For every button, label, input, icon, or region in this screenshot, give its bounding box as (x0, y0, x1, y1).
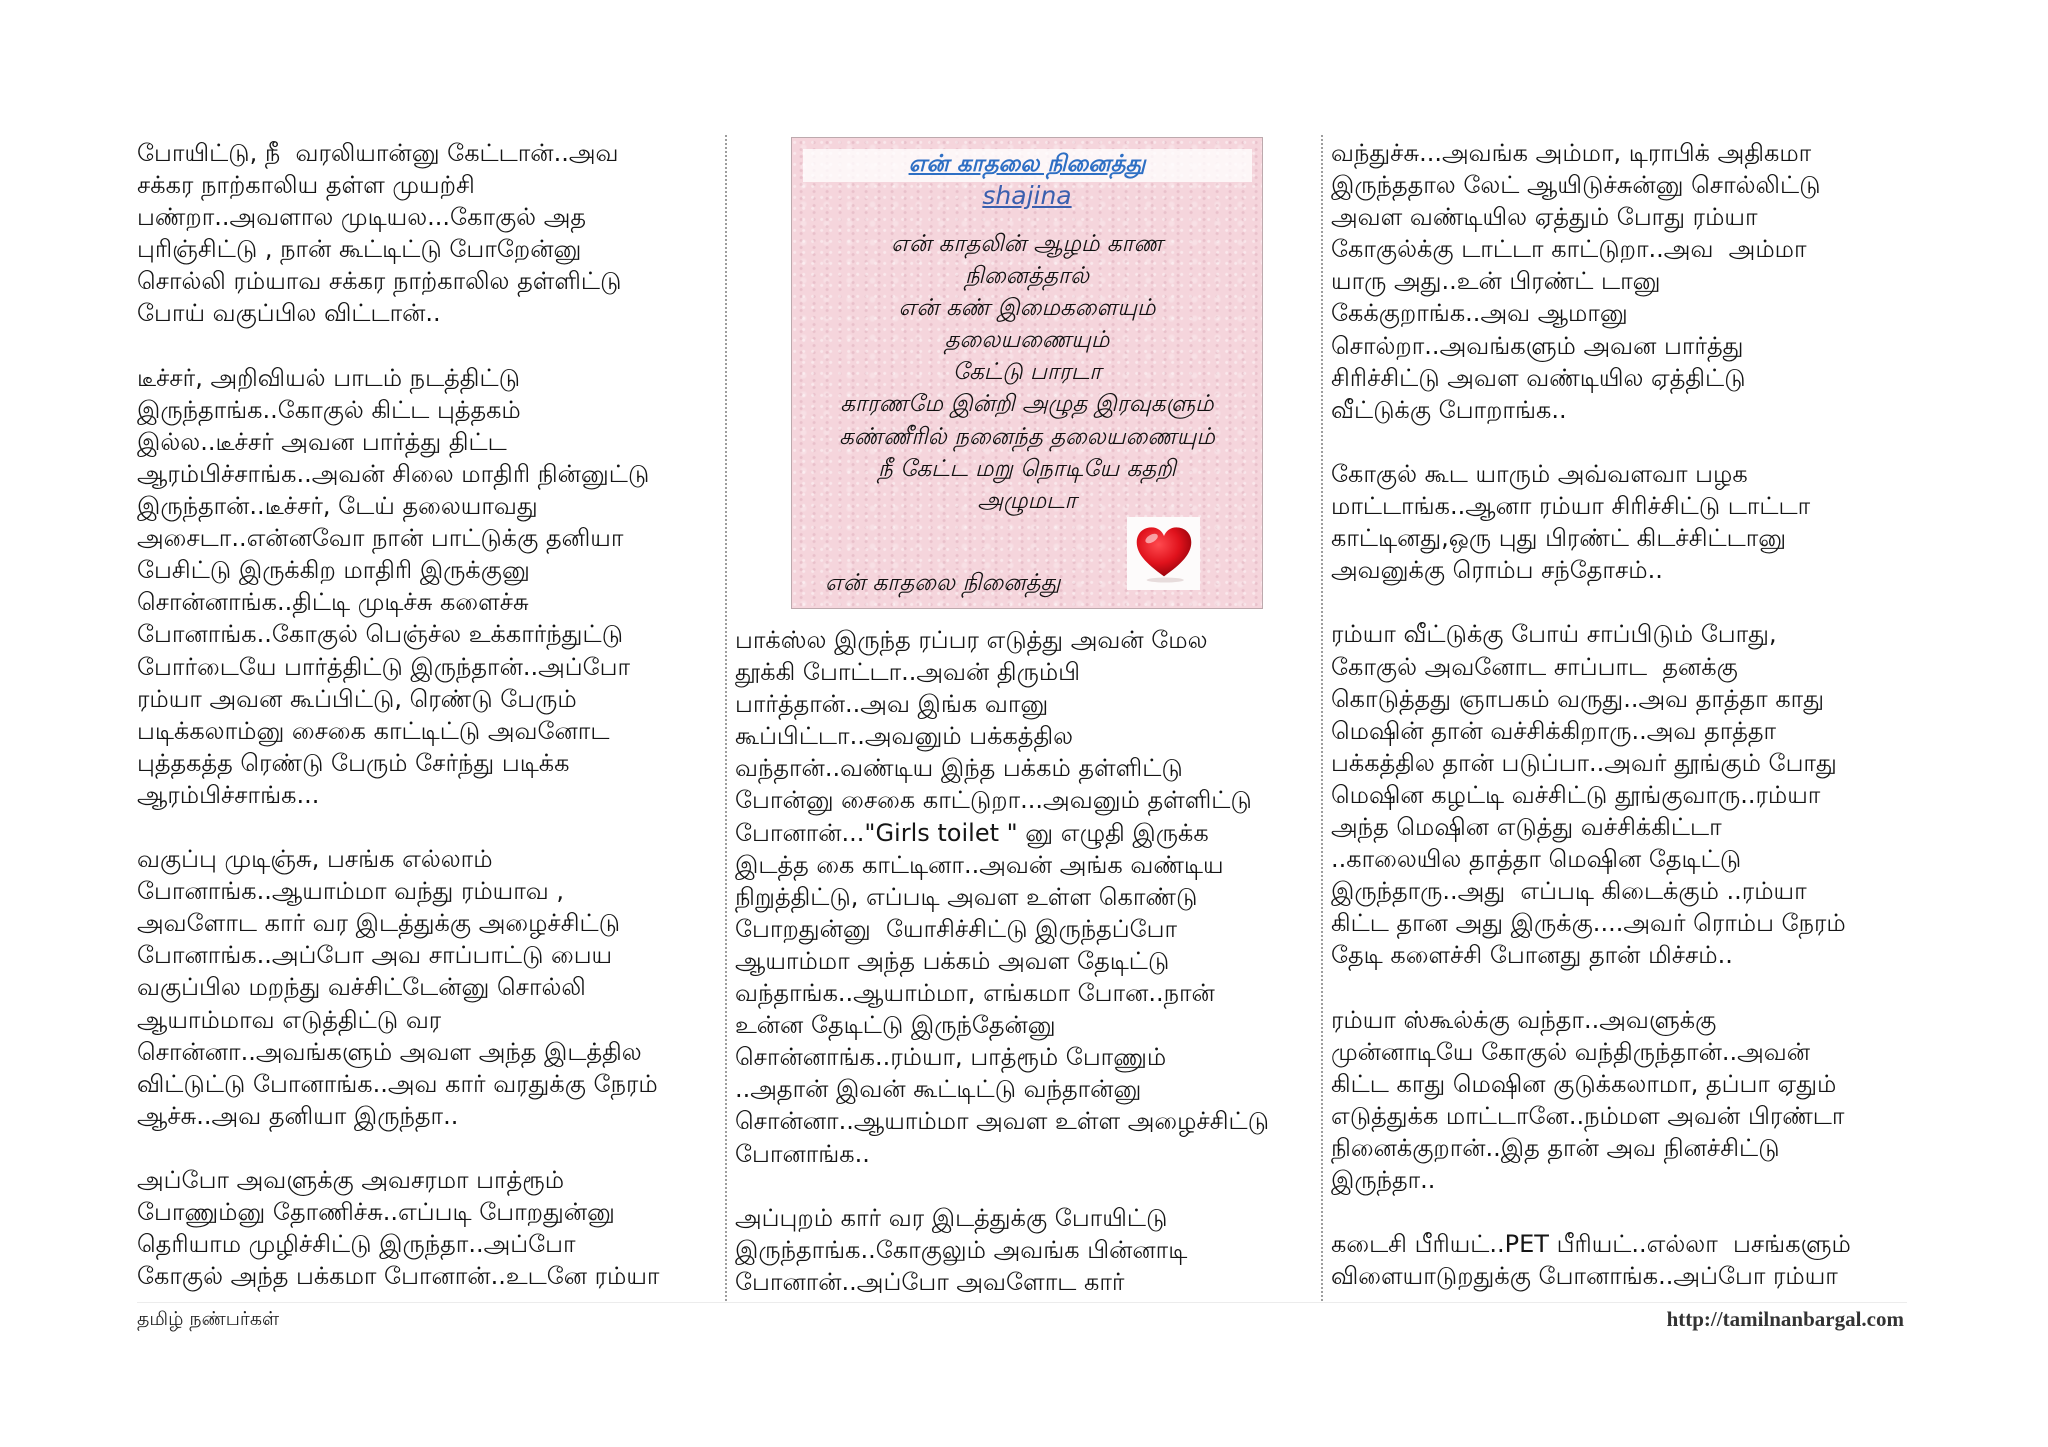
text-line: காட்டினது,ஒரு புது பிரண்ட் கிடச்சிட்டானு (1331, 524, 1787, 553)
text-line: ஆரம்பிச்சாங்க..அவன் சிலை மாதிரி நின்னுட்டு (137, 459, 650, 488)
poem-line: காரணமே இன்றி அழுத இரவுகளும் (840, 391, 1214, 418)
text-line: வந்தான்..வண்டிய இந்த பக்கம் தள்ளிட்டு (735, 754, 1183, 783)
text-line: ஆச்சு..அவ தனியா இருந்தா.. (137, 1101, 459, 1130)
poem-caption: என் காதலை நினைத்து (825, 570, 1061, 596)
text-line: போர்டையே பார்த்திட்டு இருந்தான்..அப்போ (137, 652, 631, 681)
text-line: பக்கத்தில தான் படுப்பா..அவர் தூங்கும் போது (1331, 748, 1837, 777)
text-line: வகுப்பில மறந்து வச்சிட்டேன்னு சொல்லி (137, 973, 586, 1002)
text-line: இருந்தாரு..அது எப்படி கிடைக்கும் ..ரம்யா (1331, 877, 1807, 906)
text-line: பாக்ஸ்ல இருந்த ரப்பர எடுத்து அவன் மேல (735, 626, 1208, 654)
text-line: அவளோட கார் வர இடத்துக்கு அழைச்சிட்டு (137, 909, 621, 938)
poem-body (802, 228, 1252, 517)
column-divider (1321, 135, 1323, 1301)
middle-column-text (735, 624, 1315, 1298)
text-line: எடுத்துக்க மாட்டானே..நம்மள அவன் பிரண்டா (1331, 1101, 1845, 1130)
poem-line: கேட்டு பாரடா (952, 359, 1102, 386)
poem-title: என் காதலை நினைத்து (908, 151, 1146, 177)
text-line: நினைக்குறான்..இத தான் அவ நினச்சிட்டு (1331, 1133, 1780, 1162)
text-line: புத்தகத்த ரெண்டு பேரும் சேர்ந்து படிக்க (137, 748, 570, 777)
text-line: விளையாடுறதுக்கு போனாங்க..அப்போ ரம்யா (1331, 1262, 1838, 1291)
text-line: சொன்னாங்க..ரம்யா, பாத்ரூம் போணும் (735, 1043, 1167, 1072)
poem-line: நினைத்தால் (964, 263, 1090, 290)
text-line: போய் வகுப்பில விட்டான்.. (137, 299, 441, 328)
paragraph (137, 137, 721, 330)
text-line: போணும்னு தோணிச்சு..எப்படி போறதுன்னு (137, 1198, 615, 1227)
poem-line: கண்ணீரில் நனைந்த தலையணையும் (839, 423, 1215, 450)
text-line: கோகுல்க்கு டாட்டா காட்டுறா..அவ அம்மா (1331, 235, 1807, 264)
heart-icon-graphic (1133, 523, 1195, 585)
text-line: படிக்கலாம்னு சைகை காட்டிட்டு அவனோட (137, 716, 610, 745)
poem-line: என் காதலின் ஆழம் காண (891, 231, 1163, 257)
text-line: இருந்தான்..டீச்சர், டேய் தலையாவது (137, 492, 538, 521)
text-line: யாரு அது..உன் பிரண்ட் டானு (1331, 267, 1661, 296)
paragraph (1331, 1228, 1911, 1292)
footer-site-name: தமிழ் நண்பர்கள் (137, 1308, 280, 1330)
text-line: வந்தாங்க..ஆயாம்மா, எங்கமா போன..நான் (735, 979, 1215, 1008)
paragraph (1331, 1004, 1911, 1197)
text-line: ..காலையில தாத்தா மெஷின தேடிட்டு (1331, 845, 1742, 874)
paragraph (735, 1202, 1315, 1298)
text-line: சொன்னா..அவங்களும் அவள அந்த இடத்தில (137, 1037, 642, 1066)
paragraph (735, 624, 1315, 1170)
poem-line: நீ கேட்ட மறு நொடியே கதறி (878, 455, 1176, 482)
text-line: பண்றா..அவளால முடியல...கோகுல் அத (137, 203, 587, 232)
text-line: சக்கர நாற்காலிய தள்ள முயற்சி (137, 171, 475, 200)
text-line: சிரிச்சிட்டு அவள வண்டியில ஏத்திட்டு (1331, 363, 1746, 392)
text-line: சொல்லி ரம்யாவ சக்கர நாற்காலில தள்ளிட்டு (137, 267, 622, 296)
text-line: முன்னாடியே கோகுல் வந்திருந்தான்..அவன் (1331, 1037, 1811, 1066)
text-line: இருந்தா.. (1331, 1166, 1436, 1194)
text-line: போறதுன்னு யோசிச்சிட்டு இருந்தப்போ (735, 914, 1178, 943)
text-line: ரம்யா அவன கூப்பிட்டு, ரெண்டு பேரும் (137, 684, 577, 713)
text-line: ஆயாம்மா அந்த பக்கம் அவள தேடிட்டு (735, 946, 1170, 975)
text-line: ..அதான் இவன் கூட்டிட்டு வந்தான்னு (735, 1075, 1142, 1104)
text-line: வகுப்பு முடிஞ்சு, பசங்க எல்லாம் (137, 845, 493, 874)
text-line: கடைசி பீரியட்..PET பீரியட்..எல்லா பசங்களும் (1331, 1230, 1851, 1259)
text-line: அப்புறம் கார் வர இடத்துக்கு போயிட்டு (735, 1203, 1168, 1232)
paragraph (1331, 137, 1911, 426)
text-line: தெரியாம முழிச்சிட்டு இருந்தா..அப்போ (137, 1230, 576, 1259)
text-line: மாட்டாங்க..ஆனா ரம்யா சிரிச்சிட்டு டாட்டா (1331, 492, 1811, 521)
column-divider (725, 135, 727, 1301)
text-line: கேக்குறாங்க..அவ ஆமானு (1331, 299, 1628, 328)
text-line: போன்னு சைகை காட்டுறா...அவனும் தள்ளிட்டு (735, 786, 1252, 815)
text-line: தூக்கி போட்டா..அவன் திரும்பி (735, 658, 1081, 687)
text-line: மெஷின் தான் வச்சிக்கிறாரு..அவ தாத்தா (1331, 716, 1777, 745)
text-line: இருந்தாங்க..கோகுல் கிட்ட புத்தகம் (137, 395, 521, 424)
text-line: போனான்..அப்போ அவளோட கார் (735, 1267, 1125, 1296)
text-line: சொன்னா..ஆயாம்மா அவள உள்ள அழைச்சிட்டு (735, 1107, 1270, 1136)
text-line: கொடுத்தது ஞாபகம் வருது..அவ தாத்தா காது (1331, 684, 1825, 713)
text-line: அந்த மெஷின எடுத்து வச்சிக்கிட்டா (1331, 812, 1722, 841)
paragraph (1331, 458, 1911, 586)
text-line: சொல்றா..அவங்களும் அவன பார்த்து (1331, 331, 1744, 360)
text-line: போனாங்க..அப்போ அவ சாப்பாட்டு பைய (137, 941, 613, 970)
text-line: ரம்யா ஸ்கூல்க்கு வந்தா..அவளுக்கு (1331, 1005, 1717, 1034)
poem-image-box (791, 137, 1263, 609)
poem-line: தலையணையும் (944, 327, 1110, 354)
text-line: அவள வண்டியில ஏத்தும் போது ரம்யா (1331, 203, 1758, 232)
text-line: கிட்ட காது மெஷின குடுக்கலாமா, தப்பா ஏதும் (1331, 1069, 1837, 1098)
text-line: இடத்த கை காட்டினா..அவன் அங்க வண்டிய (735, 850, 1224, 879)
text-line: டீச்சர், அறிவியல் பாடம் நடத்திட்டு (137, 363, 520, 392)
text-line: இருந்ததால லேட் ஆயிடுச்சுன்னு சொல்லிட்டு (1331, 171, 1821, 200)
text-line: கிட்ட தான அது இருக்கு....அவர் ரொம்ப நேரம் (1331, 909, 1846, 938)
text-line: கோகுல் அந்த பக்கமா போனான்..உடனே ரம்யா (137, 1262, 660, 1291)
text-line: கூப்பிட்டா..அவனும் பக்கத்தில (735, 722, 1074, 751)
text-line: மெஷின கழட்டி வச்சிட்டு தூங்குவாரு..ரம்யா (1331, 780, 1821, 809)
text-line: கோகுல் அவனோட சாப்பாட தனக்கு (1331, 652, 1738, 681)
poem-author: shajina (982, 181, 1072, 210)
text-line: ஆயாம்மாவ எடுத்திட்டு வர (137, 1005, 442, 1034)
text-line: போனாங்க.. (735, 1139, 870, 1168)
text-line: நிறுத்திட்டு, எப்படி அவள உள்ள கொண்டு (735, 882, 1198, 911)
footer-rule (137, 1302, 1907, 1303)
text-line: தேடி களைச்சி போனது தான் மிச்சம்.. (1331, 941, 1733, 970)
text-line: பேசிட்டு இருக்கிற மாதிரி இருக்குனு (137, 556, 530, 585)
right-column (1331, 137, 1911, 1292)
text-line: அசைடா..என்னவோ நான் பாட்டுக்கு தனியா (137, 524, 624, 553)
text-line: போயிட்டு, நீ வரலியான்னு கேட்டான்..அவ (137, 139, 619, 167)
text-line: ஆரம்பிச்சாங்க... (137, 780, 320, 809)
text-line: விட்டுட்டு போனாங்க..அவ கார் வரதுக்கு நேரம் (137, 1069, 658, 1098)
paragraph (137, 1164, 721, 1292)
text-line: இருந்தாங்க..கோகுலும் அவங்க பின்னாடி (735, 1235, 1188, 1264)
text-line: பார்த்தான்..அவ இங்க வானு (735, 690, 1049, 719)
text-line: போனான்..."Girls toilet " னு எழுதி இருக்க (735, 818, 1209, 847)
text-line: வந்துச்சு...அவங்க அம்மா, டிராபிக் அதிகமா (1331, 139, 1812, 167)
poem-line: அழுமடா (977, 487, 1077, 514)
heart-icon (1127, 517, 1200, 590)
text-line: கோகுல் கூட யாரும் அவ்வளவா பழக (1331, 459, 1748, 488)
poem-line: என் கண் இமைகளையும் (898, 295, 1156, 322)
text-line: போனாங்க..கோகுல் பெஞ்ச்ல உக்கார்ந்துட்டு (137, 620, 623, 649)
footer-url: http://tamilnanbargal.com (1666, 1307, 1904, 1331)
text-line: அப்போ அவளுக்கு அவசரமா பாத்ரூம் (137, 1166, 565, 1194)
text-line: இல்ல..டீச்சர் அவன பார்த்து திட்ட (137, 427, 507, 456)
paragraph (1331, 618, 1911, 971)
text-line: ரம்யா வீட்டுக்கு போய் சாப்பிடும் போது, (1331, 620, 1777, 649)
text-line: உன்ன தேடிட்டு இருந்தேன்னு (735, 1011, 1056, 1040)
text-line: சொன்னாங்க..திட்டி முடிச்சு களைச்சு (137, 588, 529, 617)
paragraph (137, 843, 721, 1132)
text-line: வீட்டுக்கு போறாங்க.. (1331, 395, 1567, 424)
text-line: போனாங்க..ஆயாம்மா வந்து ரம்யாவ , (137, 877, 565, 906)
text-line: புரிஞ்சிட்டு , நான் கூட்டிட்டு போறேன்னு (137, 235, 582, 264)
paragraph (137, 362, 721, 811)
text-line: அவனுக்கு ரொம்ப சந்தோசம்.. (1331, 556, 1663, 585)
left-column (137, 137, 721, 1292)
